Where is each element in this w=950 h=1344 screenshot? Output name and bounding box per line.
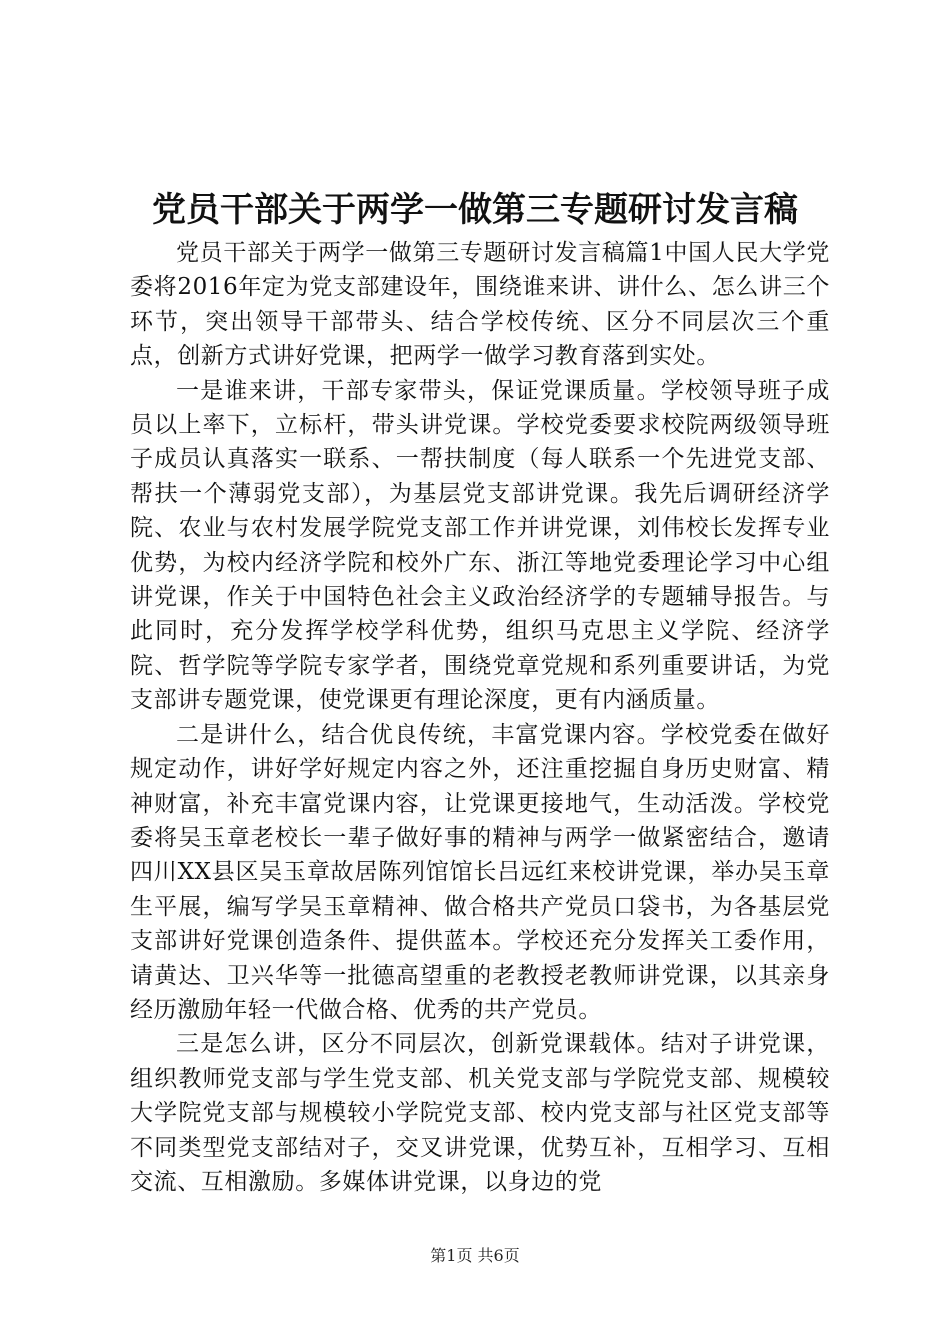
paragraph-how-to-speak: 三是怎么讲，区分不同层次，创新党课载体。结对子讲党课，组织教师党支部与学生党支部、机关党支部与学院党支部、规模较大学院党支部与规模较小学院党支部、校内党支部与社区党支部等不同类型党支部结对子，交叉讲党课，优势互补，互相学习、互相交流、互相激励。多媒体讲党课，以身边的党 (130, 1031, 830, 1195)
paragraph-what-to-speak: 二是讲什么，结合优良传统，丰富党课内容。学校党委在做好规定动作，讲好学好规定内容之外，还注重挖掘自身历史财富、精神财富，补充丰富党课内容，让党课更接地气，生动活泼。学校党委将吴玉章老校长一辈子做好事的精神与两学一做紧密结合，邀请四川XX县区吴玉章故居陈列馆馆长吕远红来校讲党课，举办吴玉章生平展，编写学吴玉章精神、做合格共产党员口袋书，为各基层党支部讲好党课创造条件、提供蓝本。学校还充分发挥关工委作用，请黄达、卫兴华等一批德高望重的老教授老教师讲党课，以其亲身经历激励年轻一代做合格、优秀的共产党员。 (130, 721, 830, 1023)
document-body (130, 236, 830, 1199)
paragraph-intro: 党员干部关于两学一做第三专题研讨发言稿篇1中国人民大学党委将2016年定为党支部建设年，围绕谁来讲、讲什么、怎么讲三个环节，突出领导干部带头、结合学校传统、区分不同层次三个重点，创新方式讲好党课，把两学一做学习教育落到实处。 (130, 240, 830, 370)
document-title: 党员干部关于两学一做第三专题研讨发言稿 (152, 190, 798, 230)
paragraph-who-speaks: 一是谁来讲，干部专家带头，保证党课质量。学校领导班子成员以上率下，立标杆，带头讲党课。学校党委要求校院两级领导班子成员认真落实一联系、一帮扶制度（每人联系一个先进党支部、帮扶一个薄弱党支部），为基层党支部讲党课。我先后调研经济学院、农业与农村发展学院党支部工作并讲党课，刘伟校长发挥专业优势，为校内经济学院和校外广东、浙江等地党委理论学习中心组讲党课，作关于中国特色社会主义政治经济学的专题辅导报告。与此同时，充分发挥学校学科优势，组织马克思主义学院、经济学院、哲学院等学院专家学者，围绕党章党规和系列重要讲话，为党支部讲专题党课，使党课更有理论深度，更有内涵质量。 (130, 377, 830, 714)
page-number-footer: 第1页 共6页 (430, 1246, 520, 1265)
